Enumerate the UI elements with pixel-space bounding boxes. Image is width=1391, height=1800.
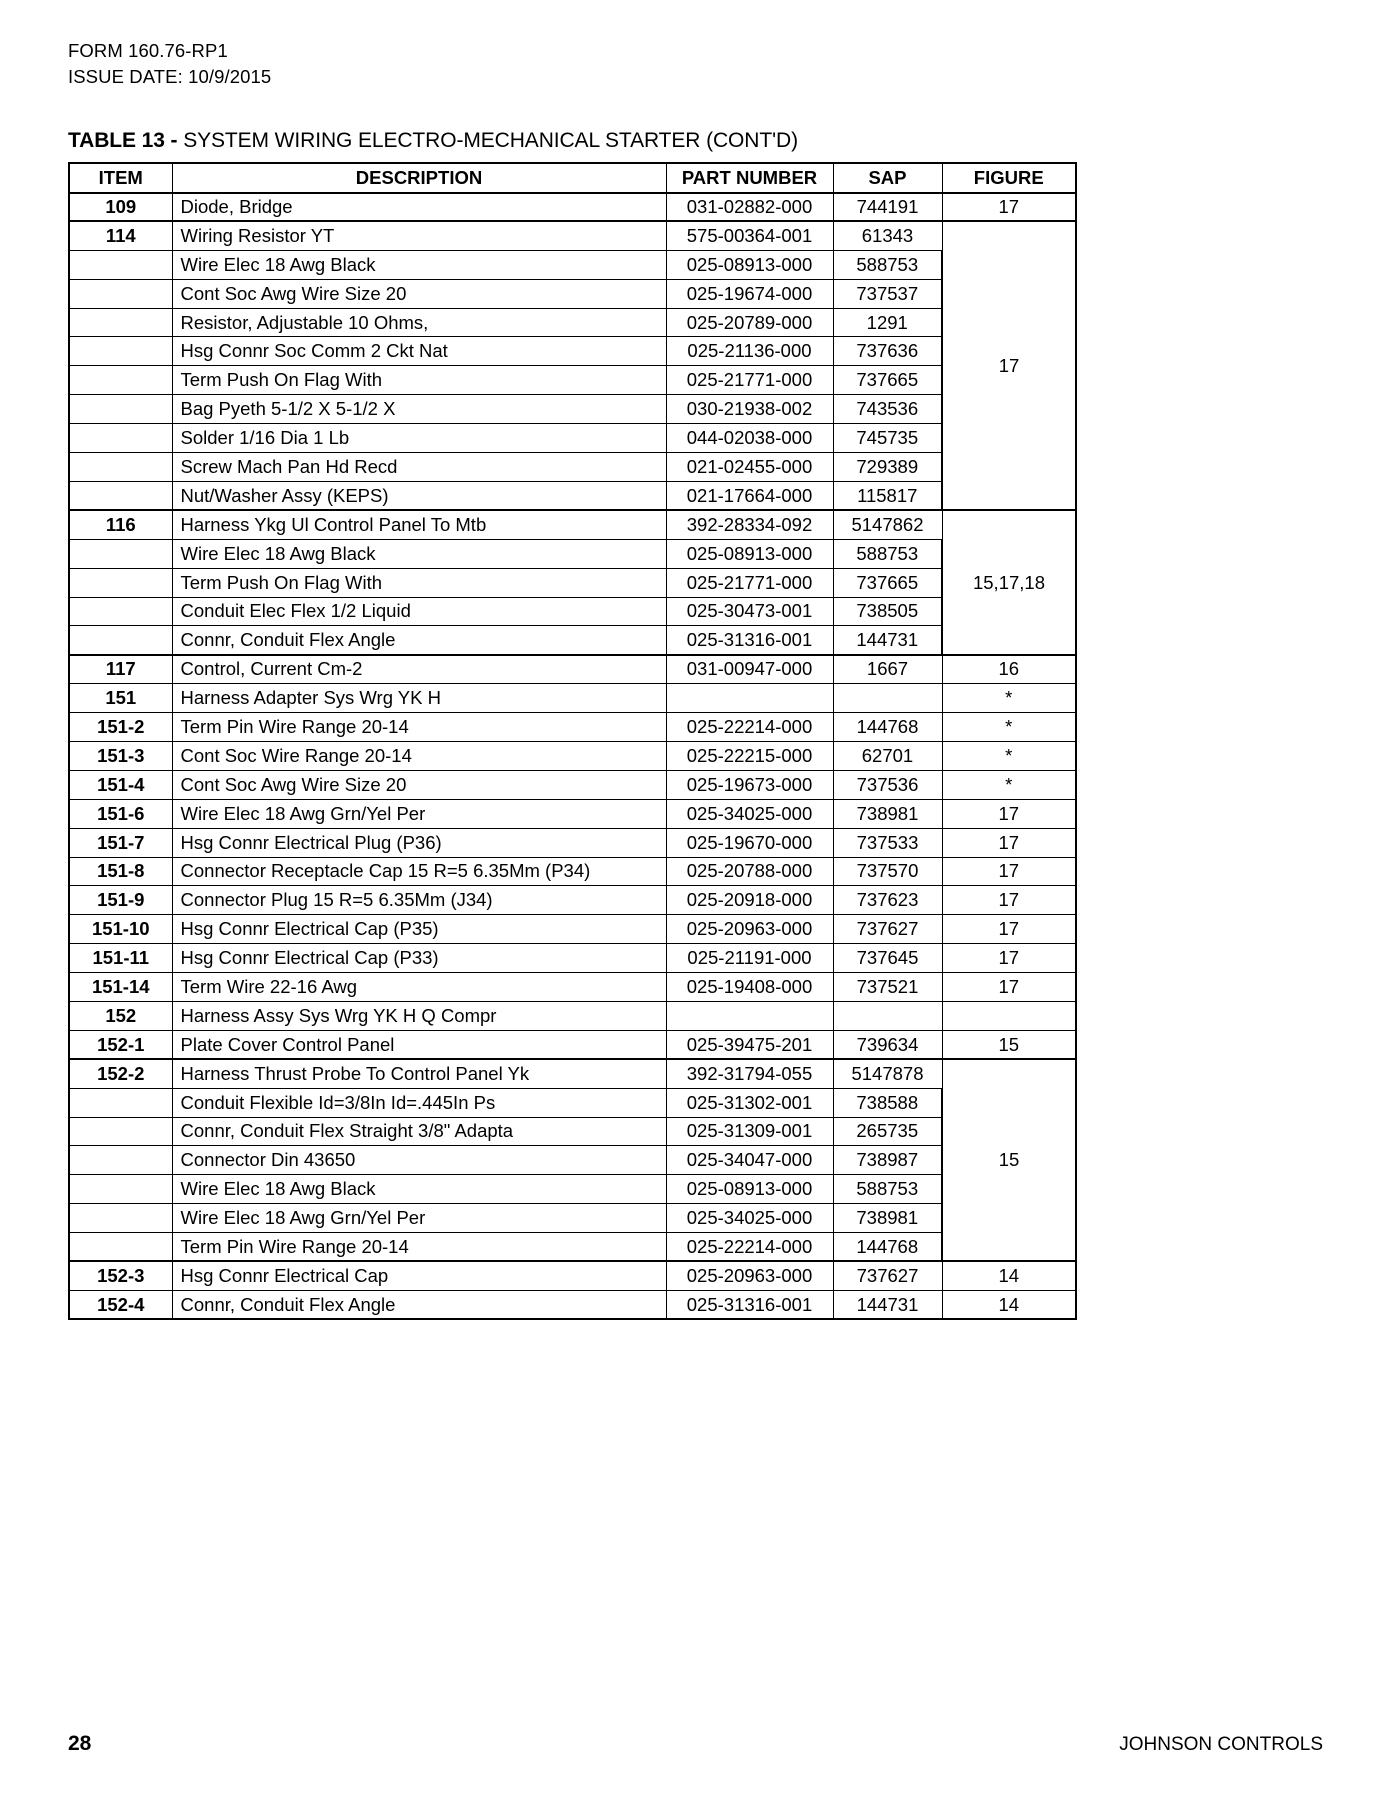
cell-sap: 739634 — [833, 1030, 942, 1059]
cell-item — [69, 597, 172, 626]
cell-sap: 5147862 — [833, 510, 942, 539]
cell-item — [69, 539, 172, 568]
cell-description: Bag Pyeth 5-1/2 X 5-1/2 X — [172, 395, 666, 424]
cell-description: Hsg Connr Soc Comm 2 Ckt Nat — [172, 337, 666, 366]
table-row — [69, 886, 1076, 915]
cell-sap: 588753 — [833, 539, 942, 568]
cell-description: Connector Plug 15 R=5 6.35Mm (J34) — [172, 886, 666, 915]
cell-sap: 737665 — [833, 568, 942, 597]
table-row — [69, 944, 1076, 973]
cell-figure: 17 — [942, 857, 1076, 886]
cell-description: Harness Ykg Ul Control Panel To Mtb — [172, 510, 666, 539]
cell-description: Connr, Conduit Flex Straight 3/8" Adapta — [172, 1117, 666, 1146]
cell-figure: 14 — [942, 1261, 1076, 1290]
cell-item — [69, 481, 172, 510]
cell-sap: 737627 — [833, 915, 942, 944]
cell-sap: 144768 — [833, 1233, 942, 1262]
cell-part-number: 025-34025-000 — [666, 1204, 833, 1233]
table-row — [69, 1146, 1076, 1175]
cell-part-number: 044-02038-000 — [666, 424, 833, 453]
cell-description: Term Pin Wire Range 20-14 — [172, 1233, 666, 1262]
cell-item — [69, 568, 172, 597]
cell-sap: 737665 — [833, 366, 942, 395]
cell-sap: 729389 — [833, 453, 942, 482]
cell-item — [69, 308, 172, 337]
table-row — [69, 857, 1076, 886]
cell-description: Term Push On Flag With — [172, 366, 666, 395]
column-header-item: ITEM — [69, 163, 172, 193]
cell-part-number: 021-02455-000 — [666, 453, 833, 482]
cell-description: Plate Cover Control Panel — [172, 1030, 666, 1059]
cell-item: 152 — [69, 1001, 172, 1030]
table-title-number: TABLE 13 - — [68, 128, 184, 152]
cell-figure: * — [942, 713, 1076, 742]
table-row — [69, 1204, 1076, 1233]
cell-figure: * — [942, 684, 1076, 713]
cell-part-number: 025-21191-000 — [666, 944, 833, 973]
cell-part-number: 025-19674-000 — [666, 279, 833, 308]
cell-item: 151-2 — [69, 713, 172, 742]
cell-part-number: 392-31794-055 — [666, 1059, 833, 1088]
cell-item: 151-4 — [69, 770, 172, 799]
cell-part-number: 025-21136-000 — [666, 337, 833, 366]
cell-sap: 738505 — [833, 597, 942, 626]
cell-sap: 5147878 — [833, 1059, 942, 1088]
cell-item — [69, 1117, 172, 1146]
cell-item: 152-2 — [69, 1059, 172, 1088]
table-header-row — [69, 163, 1076, 193]
cell-part-number: 025-31316-001 — [666, 1290, 833, 1319]
cell-part-number: 025-39475-201 — [666, 1030, 833, 1059]
cell-description: Connr, Conduit Flex Angle — [172, 626, 666, 655]
cell-sap: 737537 — [833, 279, 942, 308]
cell-description: Diode, Bridge — [172, 193, 666, 222]
cell-description: Hsg Connr Electrical Cap — [172, 1261, 666, 1290]
cell-item: 151-7 — [69, 828, 172, 857]
cell-part-number: 025-22215-000 — [666, 741, 833, 770]
cell-figure: 17 — [942, 799, 1076, 828]
cell-description: Conduit Elec Flex 1/2 Liquid — [172, 597, 666, 626]
table-row — [69, 250, 1076, 279]
cell-item: 151-11 — [69, 944, 172, 973]
table-row — [69, 568, 1076, 597]
cell-part-number: 025-19408-000 — [666, 973, 833, 1002]
table-row — [69, 713, 1076, 742]
page-footer — [68, 1732, 1323, 1756]
table-row — [69, 221, 1076, 250]
cell-figure: 17 — [942, 193, 1076, 222]
cell-part-number: 025-22214-000 — [666, 713, 833, 742]
cell-description: Control, Current Cm-2 — [172, 655, 666, 684]
table-row — [69, 626, 1076, 655]
cell-description: Conduit Flexible Id=3/8In Id=.445In Ps — [172, 1088, 666, 1117]
cell-figure: 17 — [942, 886, 1076, 915]
cell-part-number: 392-28334-092 — [666, 510, 833, 539]
table-row — [69, 684, 1076, 713]
cell-sap: 738981 — [833, 1204, 942, 1233]
cell-part-number: 025-19673-000 — [666, 770, 833, 799]
cell-item — [69, 626, 172, 655]
cell-item — [69, 250, 172, 279]
cell-item — [69, 366, 172, 395]
cell-sap: 745735 — [833, 424, 942, 453]
cell-part-number: 025-31302-001 — [666, 1088, 833, 1117]
table-row — [69, 337, 1076, 366]
cell-description: Connector Din 43650 — [172, 1146, 666, 1175]
cell-description: Wire Elec 18 Awg Black — [172, 1175, 666, 1204]
cell-item: 117 — [69, 655, 172, 684]
cell-description: Harness Adapter Sys Wrg YK H — [172, 684, 666, 713]
cell-sap: 737645 — [833, 944, 942, 973]
cell-description: Cont Soc Awg Wire Size 20 — [172, 279, 666, 308]
table-row — [69, 770, 1076, 799]
cell-sap: 265735 — [833, 1117, 942, 1146]
cell-part-number — [666, 684, 833, 713]
table-row — [69, 655, 1076, 684]
cell-item: 152-4 — [69, 1290, 172, 1319]
table-row — [69, 597, 1076, 626]
cell-part-number: 031-02882-000 — [666, 193, 833, 222]
cell-item: 151 — [69, 684, 172, 713]
cell-sap: 144768 — [833, 713, 942, 742]
table-title-text: SYSTEM WIRING ELECTRO-MECHANICAL STARTER (CONT'D) — [183, 128, 798, 152]
cell-sap: 744191 — [833, 193, 942, 222]
cell-description: Harness Assy Sys Wrg YK H Q Compr — [172, 1001, 666, 1030]
table-title — [68, 129, 1323, 153]
cell-part-number: 025-30473-001 — [666, 597, 833, 626]
cell-sap: 737627 — [833, 1261, 942, 1290]
brand-name: JOHNSON CONTROLS — [1119, 1734, 1323, 1755]
cell-description: Connr, Conduit Flex Angle — [172, 1290, 666, 1319]
cell-description: Hsg Connr Electrical Plug (P36) — [172, 828, 666, 857]
cell-description: Resistor, Adjustable 10 Ohms, — [172, 308, 666, 337]
cell-sap: 1291 — [833, 308, 942, 337]
cell-item — [69, 1088, 172, 1117]
cell-item — [69, 1175, 172, 1204]
table-body — [69, 193, 1076, 1320]
cell-description: Hsg Connr Electrical Cap (P35) — [172, 915, 666, 944]
cell-item: 116 — [69, 510, 172, 539]
cell-sap: 737521 — [833, 973, 942, 1002]
form-number: FORM 160.76-RP1 — [68, 40, 228, 61]
cell-part-number: 025-20788-000 — [666, 857, 833, 886]
cell-figure: * — [942, 741, 1076, 770]
cell-sap: 737533 — [833, 828, 942, 857]
table-row — [69, 453, 1076, 482]
table-row — [69, 510, 1076, 539]
cell-part-number: 025-34047-000 — [666, 1146, 833, 1175]
table-row — [69, 539, 1076, 568]
cell-item: 109 — [69, 193, 172, 222]
table-row — [69, 973, 1076, 1002]
cell-item — [69, 337, 172, 366]
cell-part-number: 025-08913-000 — [666, 539, 833, 568]
table-row — [69, 915, 1076, 944]
cell-sap: 588753 — [833, 1175, 942, 1204]
cell-sap — [833, 684, 942, 713]
cell-part-number: 025-20918-000 — [666, 886, 833, 915]
cell-item — [69, 453, 172, 482]
cell-figure — [942, 1001, 1076, 1030]
column-header-part-number: PART NUMBER — [666, 163, 833, 193]
cell-figure: * — [942, 770, 1076, 799]
cell-part-number: 025-20789-000 — [666, 308, 833, 337]
cell-description: Screw Mach Pan Hd Recd — [172, 453, 666, 482]
cell-sap: 61343 — [833, 221, 942, 250]
cell-sap: 115817 — [833, 481, 942, 510]
cell-item: 151-9 — [69, 886, 172, 915]
table-row — [69, 1001, 1076, 1030]
cell-part-number: 025-20963-000 — [666, 915, 833, 944]
parts-table — [68, 162, 1077, 1321]
cell-item — [69, 279, 172, 308]
issue-date: ISSUE DATE: 10/9/2015 — [68, 66, 272, 88]
table-row — [69, 1059, 1076, 1088]
table-row — [69, 279, 1076, 308]
cell-description: Wire Elec 18 Awg Black — [172, 539, 666, 568]
cell-figure: 15 — [942, 1059, 1076, 1261]
cell-item — [69, 1233, 172, 1262]
cell-description: Wire Elec 18 Awg Grn/Yel Per — [172, 1204, 666, 1233]
cell-sap: 62701 — [833, 741, 942, 770]
cell-part-number: 025-31309-001 — [666, 1117, 833, 1146]
table-row — [69, 308, 1076, 337]
cell-item: 114 — [69, 221, 172, 250]
page-number: 28 — [68, 1732, 92, 1755]
table-row — [69, 1233, 1076, 1262]
cell-part-number — [666, 1001, 833, 1030]
cell-description: Term Push On Flag With — [172, 568, 666, 597]
table-row — [69, 366, 1076, 395]
cell-item: 152-3 — [69, 1261, 172, 1290]
cell-figure: 17 — [942, 944, 1076, 973]
cell-part-number: 025-31316-001 — [666, 626, 833, 655]
cell-item: 151-8 — [69, 857, 172, 886]
cell-description: Nut/Washer Assy (KEPS) — [172, 481, 666, 510]
cell-description: Cont Soc Awg Wire Size 20 — [172, 770, 666, 799]
cell-figure: 17 — [942, 828, 1076, 857]
cell-sap: 1667 — [833, 655, 942, 684]
cell-sap: 144731 — [833, 626, 942, 655]
cell-sap: 738588 — [833, 1088, 942, 1117]
table-row — [69, 424, 1076, 453]
cell-description: Solder 1/16 Dia 1 Lb — [172, 424, 666, 453]
cell-description: Term Wire 22-16 Awg — [172, 973, 666, 1002]
table-row — [69, 799, 1076, 828]
cell-item: 152-1 — [69, 1030, 172, 1059]
cell-figure: 17 — [942, 973, 1076, 1002]
cell-description: Cont Soc Wire Range 20-14 — [172, 741, 666, 770]
cell-description: Harness Thrust Probe To Control Panel Yk — [172, 1059, 666, 1088]
cell-part-number: 575-00364-001 — [666, 221, 833, 250]
cell-item — [69, 1204, 172, 1233]
cell-part-number: 025-22214-000 — [666, 1233, 833, 1262]
cell-figure: 17 — [942, 221, 1076, 510]
cell-sap: 737570 — [833, 857, 942, 886]
cell-part-number: 025-08913-000 — [666, 1175, 833, 1204]
cell-item: 151-10 — [69, 915, 172, 944]
table-row — [69, 1030, 1076, 1059]
cell-item: 151-6 — [69, 799, 172, 828]
cell-figure: 14 — [942, 1290, 1076, 1319]
cell-description: Term Pin Wire Range 20-14 — [172, 713, 666, 742]
cell-part-number: 030-21938-002 — [666, 395, 833, 424]
cell-description: Connector Receptacle Cap 15 R=5 6.35Mm (P34) — [172, 857, 666, 886]
cell-sap: 743536 — [833, 395, 942, 424]
cell-sap: 738987 — [833, 1146, 942, 1175]
table-row — [69, 395, 1076, 424]
table-row — [69, 1261, 1076, 1290]
cell-sap: 737536 — [833, 770, 942, 799]
cell-item — [69, 395, 172, 424]
cell-part-number: 031-00947-000 — [666, 655, 833, 684]
cell-sap: 737623 — [833, 886, 942, 915]
cell-part-number: 025-21771-000 — [666, 568, 833, 597]
table-row — [69, 741, 1076, 770]
column-header-sap: SAP — [833, 163, 942, 193]
cell-description: Wire Elec 18 Awg Grn/Yel Per — [172, 799, 666, 828]
cell-part-number: 025-08913-000 — [666, 250, 833, 279]
cell-part-number: 025-20963-000 — [666, 1261, 833, 1290]
table-row — [69, 828, 1076, 857]
table-row — [69, 1175, 1076, 1204]
cell-item: 151-3 — [69, 741, 172, 770]
table-row — [69, 481, 1076, 510]
cell-figure: 15,17,18 — [942, 510, 1076, 654]
table-row — [69, 1290, 1076, 1319]
cell-item — [69, 424, 172, 453]
cell-part-number: 025-34025-000 — [666, 799, 833, 828]
cell-sap: 738981 — [833, 799, 942, 828]
cell-sap: 144731 — [833, 1290, 942, 1319]
cell-description: Wiring Resistor YT — [172, 221, 666, 250]
cell-figure: 15 — [942, 1030, 1076, 1059]
cell-part-number: 025-21771-000 — [666, 366, 833, 395]
table-row — [69, 193, 1076, 222]
cell-figure: 17 — [942, 915, 1076, 944]
cell-sap — [833, 1001, 942, 1030]
cell-figure: 16 — [942, 655, 1076, 684]
table-head — [69, 163, 1076, 193]
table-row — [69, 1117, 1076, 1146]
cell-part-number: 021-17664-000 — [666, 481, 833, 510]
cell-item: 151-14 — [69, 973, 172, 1002]
cell-description: Hsg Connr Electrical Cap (P33) — [172, 944, 666, 973]
document-header — [68, 38, 1323, 91]
cell-sap: 737636 — [833, 337, 942, 366]
cell-part-number: 025-19670-000 — [666, 828, 833, 857]
cell-sap: 588753 — [833, 250, 942, 279]
table-row — [69, 1088, 1076, 1117]
cell-description: Wire Elec 18 Awg Black — [172, 250, 666, 279]
cell-item — [69, 1146, 172, 1175]
column-header-figure: FIGURE — [942, 163, 1076, 193]
column-header-description: DESCRIPTION — [172, 163, 666, 193]
